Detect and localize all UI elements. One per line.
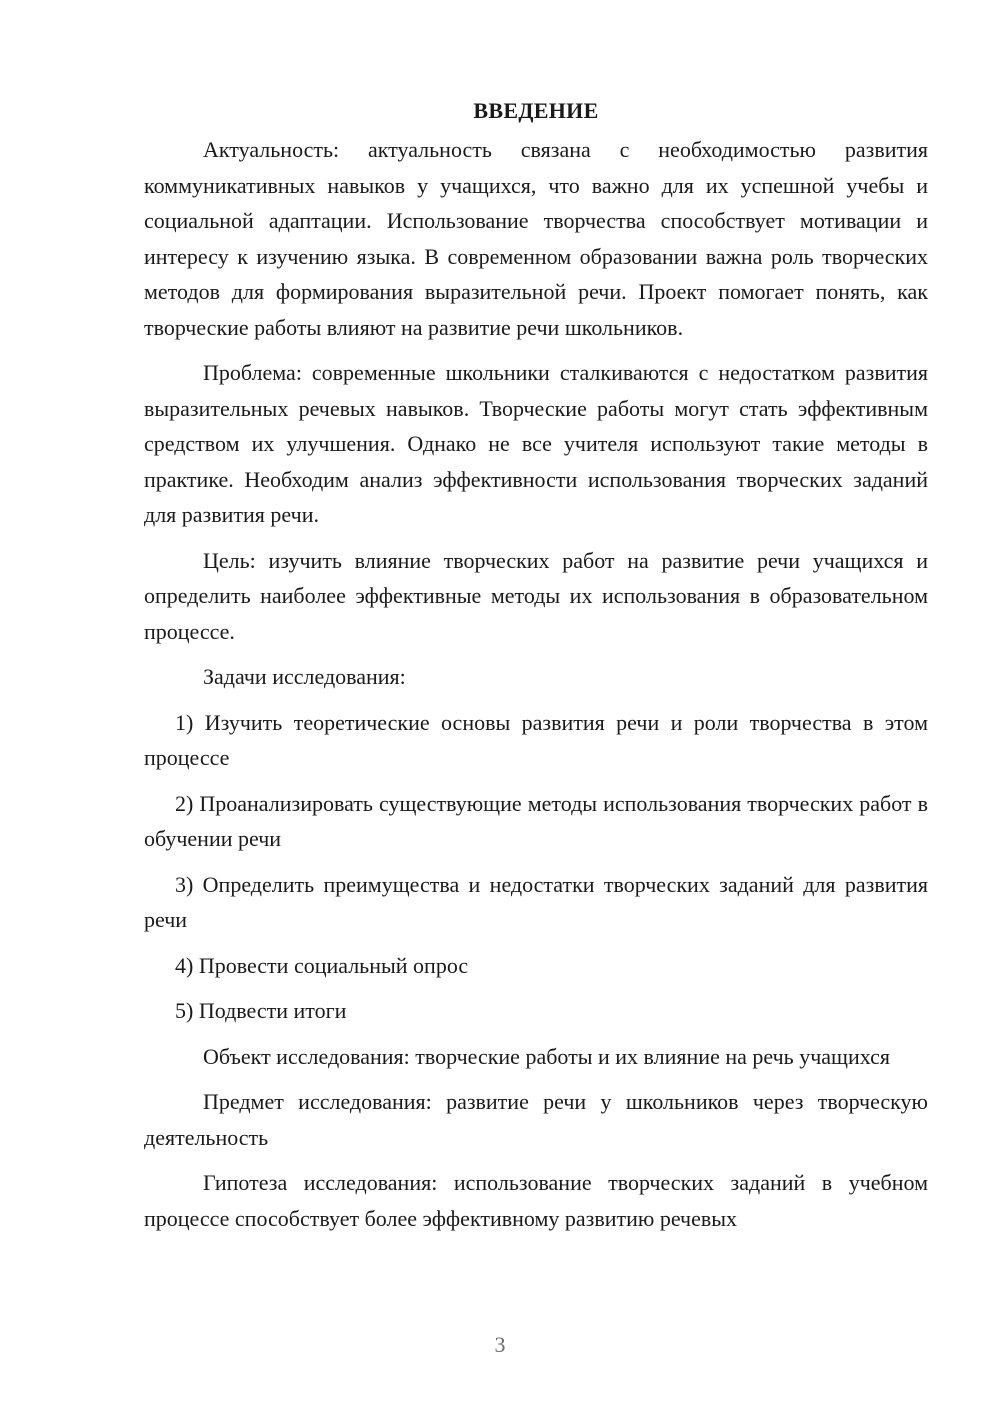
task-item-4: 4) Провести социальный опрос bbox=[175, 952, 469, 978]
paragraph-tasks-heading: Задачи исследования: bbox=[203, 664, 406, 689]
task-item-2: 2) Проанализировать существующие методы использования творческих работ в обучении речи bbox=[144, 790, 928, 851]
paragraph-subject: Предмет исследования: развитие речи у школьников через творческую деятельность bbox=[144, 1089, 928, 1150]
paragraph-object: Объект исследования: творческие работы и их влияние на речь учащихся bbox=[203, 1043, 890, 1069]
document-body bbox=[144, 94, 928, 1246]
paragraph-hypothesis: Гипотеза исследования: использование творческих заданий в учебном процессе способствует более эффективному развитию речевых bbox=[144, 1170, 928, 1231]
page-title: ВВЕДЕНИЕ bbox=[473, 98, 599, 123]
task-item-3: 3) Определить преимущества и недостатки творческих заданий для развития речи bbox=[144, 871, 928, 932]
paragraph-goal: Цель: изучить влияние творческих работ на развитие речи учащихся и определить наиболее эффективные методы их использования в образовательном процессе. bbox=[144, 547, 928, 644]
paragraph-relevance: Актуальность: актуальность связана с необходимостью развития коммуникативных навыков у учащихся, что важно для их успешной учебы и социальной адаптации. Использование творчества способствует мотивации и интересу к изучению языка. В современном образовании важна роль творческих методов для формирования выразительной речи. Проект помогает понять, как творческие работы влияют на развитие речи школьников. bbox=[144, 137, 928, 340]
page-number: 3 bbox=[494, 1332, 506, 1357]
task-item-1: 1) Изучить теоретические основы развития речи и роли творчества в этом процессе bbox=[144, 709, 928, 770]
paragraph-problem: Проблема: современные школьники сталкиваются с недостатком развития выразительных речевых навыков. Творческие работы могут стать эффективным средством их улучшения. Однако не все учителя используют такие методы в практике. Необходим анализ эффективности использования творческих заданий для развития речи. bbox=[144, 360, 928, 527]
task-item-5: 5) Подвести итоги bbox=[175, 998, 347, 1023]
